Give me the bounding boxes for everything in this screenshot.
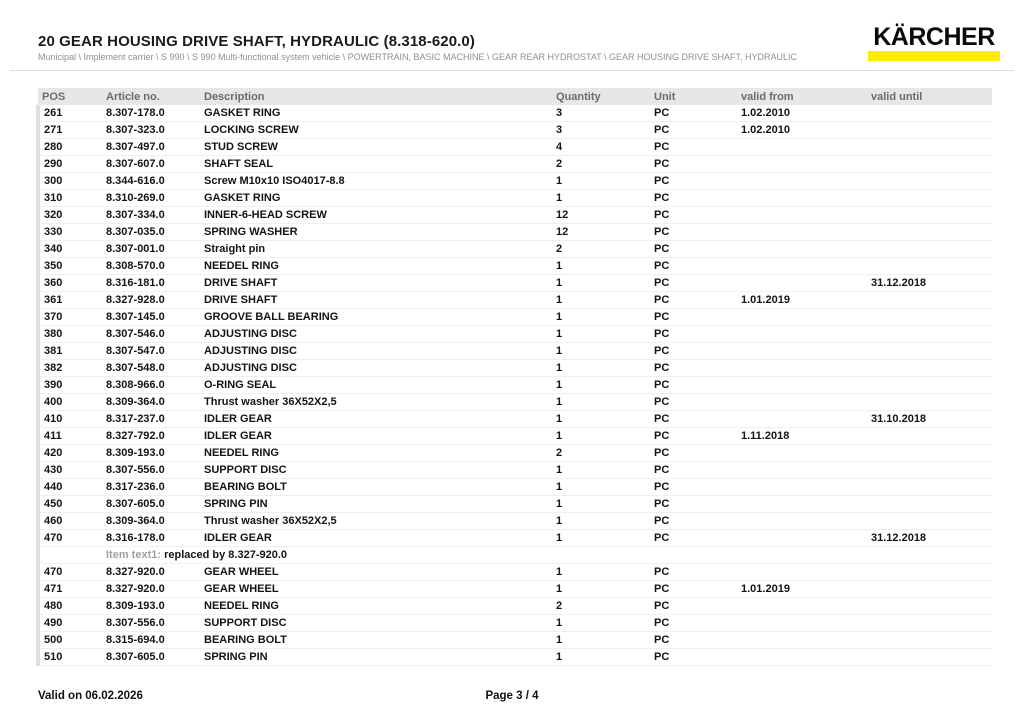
parts-table (36, 88, 992, 666)
cell-quantity: 1 (552, 309, 650, 326)
cell-valid-until (867, 173, 992, 190)
cell-pos: 360 (38, 275, 102, 292)
cell-unit: PC (650, 649, 737, 666)
cell-quantity: 1 (552, 649, 650, 666)
cell-valid-from (737, 241, 867, 258)
cell-quantity: 2 (552, 241, 650, 258)
cell-description: SUPPORT DISC (200, 615, 552, 632)
cell-article: 8.307-547.0 (102, 343, 200, 360)
cell-article: 8.309-364.0 (102, 394, 200, 411)
cell-description: GEAR WHEEL (200, 564, 552, 581)
cell-pos: 380 (38, 326, 102, 343)
cell-description: NEEDEL RING (200, 598, 552, 615)
cell-unit: PC (650, 309, 737, 326)
cell-quantity: 1 (552, 275, 650, 292)
cell-unit: PC (650, 360, 737, 377)
cell-article: 8.307-605.0 (102, 649, 200, 666)
cell-valid-from: 1.02.2010 (737, 105, 867, 122)
cell-description: GASKET RING (200, 105, 552, 122)
cell-unit: PC (650, 207, 737, 224)
cell-description: SPRING WASHER (200, 224, 552, 241)
kaercher-logo-yellow-bar (868, 51, 1000, 61)
cell-pos: 381 (38, 343, 102, 360)
cell-valid-until (867, 394, 992, 411)
table-row (38, 122, 992, 139)
cell-unit: PC (650, 564, 737, 581)
cell-pos: 420 (38, 445, 102, 462)
cell-pos: 280 (38, 139, 102, 156)
cell-article: 8.309-364.0 (102, 513, 200, 530)
cell-valid-until (867, 479, 992, 496)
cell-pos: 430 (38, 462, 102, 479)
cell-valid-until (867, 615, 992, 632)
cell-article: 8.317-237.0 (102, 411, 200, 428)
cell-description: GASKET RING (200, 190, 552, 207)
cell-valid-until (867, 326, 992, 343)
cell-description: DRIVE SHAFT (200, 292, 552, 309)
table-row (38, 224, 992, 241)
cell-article: 8.308-570.0 (102, 258, 200, 275)
cell-quantity: 1 (552, 377, 650, 394)
table-row (38, 207, 992, 224)
cell-valid-from (737, 445, 867, 462)
page-title: 20 GEAR HOUSING DRIVE SHAFT, HYDRAULIC (8.318-620.0) (38, 33, 475, 50)
cell-article: 8.315-694.0 (102, 632, 200, 649)
cell-valid-until (867, 105, 992, 122)
cell-quantity: 1 (552, 292, 650, 309)
cell-article: 8.307-556.0 (102, 615, 200, 632)
cell-pos: 460 (38, 513, 102, 530)
cell-valid-until (867, 190, 992, 207)
cell-pos: 470 (38, 530, 102, 547)
cell-quantity: 4 (552, 139, 650, 156)
column-header-quantity: Quantity (552, 88, 650, 105)
cell-valid-until (867, 513, 992, 530)
cell-description: BEARING BOLT (200, 632, 552, 649)
cell-pos: 510 (38, 649, 102, 666)
cell-valid-from (737, 173, 867, 190)
cell-valid-until (867, 258, 992, 275)
cell-quantity: 3 (552, 122, 650, 139)
cell-pos: 330 (38, 224, 102, 241)
cell-unit: PC (650, 428, 737, 445)
cell-article: 8.327-920.0 (102, 581, 200, 598)
cell-unit: PC (650, 632, 737, 649)
cell-valid-until (867, 649, 992, 666)
cell-quantity: 2 (552, 598, 650, 615)
cell-pos: 320 (38, 207, 102, 224)
cell-valid-until (867, 241, 992, 258)
cell-article: 8.316-178.0 (102, 530, 200, 547)
cell-unit: PC (650, 105, 737, 122)
cell-description: NEEDEL RING (200, 258, 552, 275)
column-header-valid-until: valid until (867, 88, 992, 105)
column-header-unit: Unit (650, 88, 737, 105)
cell-pos: 340 (38, 241, 102, 258)
cell-valid-until (867, 292, 992, 309)
cell-valid-from (737, 513, 867, 530)
table-row (38, 428, 992, 445)
cell-unit: PC (650, 156, 737, 173)
cell-unit: PC (650, 377, 737, 394)
table-row (38, 411, 992, 428)
cell-article: 8.307-546.0 (102, 326, 200, 343)
cell-quantity: 1 (552, 428, 650, 445)
table-row (38, 377, 992, 394)
cell-unit: PC (650, 292, 737, 309)
cell-item-note (102, 547, 992, 564)
cell-valid-from (737, 598, 867, 615)
cell-article: 8.307-605.0 (102, 496, 200, 513)
cell-valid-until (867, 309, 992, 326)
column-header-pos: POS (38, 88, 102, 105)
cell-description: ADJUSTING DISC (200, 360, 552, 377)
cell-valid-until (867, 632, 992, 649)
table-body (38, 105, 992, 666)
cell-pos: 480 (38, 598, 102, 615)
cell-valid-until: 31.12.2018 (867, 530, 992, 547)
table-row (38, 258, 992, 275)
cell-valid-from (737, 224, 867, 241)
cell-description: O-RING SEAL (200, 377, 552, 394)
cell-valid-from (737, 649, 867, 666)
column-header-valid-from: valid from (737, 88, 867, 105)
cell-valid-from (737, 411, 867, 428)
cell-valid-until (867, 377, 992, 394)
table-row (38, 190, 992, 207)
cell-quantity: 1 (552, 258, 650, 275)
table-row (38, 445, 992, 462)
cell-valid-from (737, 156, 867, 173)
table-row (38, 326, 992, 343)
cell-quantity: 2 (552, 445, 650, 462)
cell-valid-until (867, 445, 992, 462)
table-row (38, 479, 992, 496)
cell-pos: 400 (38, 394, 102, 411)
valid-on-date: Valid on 06.02.2026 (38, 690, 143, 702)
header-divider (10, 70, 1014, 71)
cell-pos: 471 (38, 581, 102, 598)
table-row (38, 139, 992, 156)
column-header-description: Description (200, 88, 552, 105)
cell-quantity: 1 (552, 479, 650, 496)
table-row (38, 343, 992, 360)
cell-description: SHAFT SEAL (200, 156, 552, 173)
cell-valid-from (737, 190, 867, 207)
cell-description: GROOVE BALL BEARING (200, 309, 552, 326)
cell-description: BEARING BOLT (200, 479, 552, 496)
table-row (38, 530, 992, 547)
cell-article: 8.307-001.0 (102, 241, 200, 258)
cell-description: DRIVE SHAFT (200, 275, 552, 292)
cell-quantity: 1 (552, 564, 650, 581)
cell-article: 8.307-178.0 (102, 105, 200, 122)
cell-article: 8.307-556.0 (102, 462, 200, 479)
kaercher-logo (868, 25, 1000, 61)
cell-article: 8.316-181.0 (102, 275, 200, 292)
cell-description: STUD SCREW (200, 139, 552, 156)
cell-quantity: 12 (552, 224, 650, 241)
cell-valid-until (867, 581, 992, 598)
cell-quantity: 1 (552, 513, 650, 530)
cell-pos: 411 (38, 428, 102, 445)
cell-description: Thrust washer 36X52X2,5 (200, 513, 552, 530)
cell-unit: PC (650, 122, 737, 139)
table-header-row (38, 88, 992, 105)
cell-unit: PC (650, 530, 737, 547)
cell-article: 8.307-145.0 (102, 309, 200, 326)
cell-unit: PC (650, 258, 737, 275)
cell-pos (38, 547, 102, 564)
cell-unit: PC (650, 275, 737, 292)
cell-description: GEAR WHEEL (200, 581, 552, 598)
breadcrumb: Municipal \ Implement carrier \ S 990 \ S 990 Multi-functional system vehicle \ POWERTRAIN, BASIC MACHINE \ GEAR REAR HYDROSTAT \ GEAR HOUSING DRIVE SHAFT, HYDRAULIC (38, 52, 798, 62)
cell-unit: PC (650, 241, 737, 258)
cell-pos: 350 (38, 258, 102, 275)
cell-valid-from (737, 207, 867, 224)
table-row (38, 156, 992, 173)
cell-description: Thrust washer 36X52X2,5 (200, 394, 552, 411)
table-row (38, 241, 992, 258)
cell-unit: PC (650, 394, 737, 411)
cell-article: 8.309-193.0 (102, 598, 200, 615)
kaercher-logo-text: KÄRCHER (873, 23, 995, 51)
cell-article: 8.307-323.0 (102, 122, 200, 139)
cell-valid-from (737, 377, 867, 394)
cell-valid-from: 1.01.2019 (737, 581, 867, 598)
cell-valid-until (867, 207, 992, 224)
cell-unit: PC (650, 190, 737, 207)
cell-article: 8.307-607.0 (102, 156, 200, 173)
cell-valid-from: 1.02.2010 (737, 122, 867, 139)
cell-valid-until (867, 360, 992, 377)
cell-pos: 390 (38, 377, 102, 394)
cell-description: Straight pin (200, 241, 552, 258)
cell-article: 8.327-792.0 (102, 428, 200, 445)
table-row (38, 649, 992, 666)
cell-valid-until (867, 564, 992, 581)
cell-valid-from (737, 258, 867, 275)
table-row (38, 598, 992, 615)
cell-description: Screw M10x10 ISO4017-8.8 (200, 173, 552, 190)
cell-valid-from (737, 496, 867, 513)
cell-article: 8.327-928.0 (102, 292, 200, 309)
table-row (38, 360, 992, 377)
cell-description: INNER-6-HEAD SCREW (200, 207, 552, 224)
cell-unit: PC (650, 462, 737, 479)
cell-unit: PC (650, 513, 737, 530)
cell-quantity: 1 (552, 615, 650, 632)
cell-description: IDLER GEAR (200, 411, 552, 428)
table-row (38, 275, 992, 292)
cell-pos: 290 (38, 156, 102, 173)
cell-quantity: 1 (552, 462, 650, 479)
cell-pos: 470 (38, 564, 102, 581)
cell-valid-until (867, 598, 992, 615)
cell-unit: PC (650, 581, 737, 598)
table-row (38, 309, 992, 326)
cell-unit: PC (650, 479, 737, 496)
cell-valid-from (737, 632, 867, 649)
cell-description: LOCKING SCREW (200, 122, 552, 139)
cell-pos: 410 (38, 411, 102, 428)
table-row (38, 632, 992, 649)
cell-pos: 300 (38, 173, 102, 190)
table-row (38, 462, 992, 479)
cell-valid-from (737, 530, 867, 547)
cell-description: SUPPORT DISC (200, 462, 552, 479)
table-row (38, 564, 992, 581)
cell-article: 8.308-966.0 (102, 377, 200, 394)
cell-description: NEEDEL RING (200, 445, 552, 462)
cell-valid-from (737, 615, 867, 632)
cell-description: ADJUSTING DISC (200, 326, 552, 343)
cell-pos: 440 (38, 479, 102, 496)
cell-valid-until (867, 139, 992, 156)
cell-unit: PC (650, 598, 737, 615)
table-row (38, 394, 992, 411)
cell-unit: PC (650, 615, 737, 632)
cell-article: 8.317-236.0 (102, 479, 200, 496)
cell-valid-from (737, 479, 867, 496)
cell-article: 8.309-193.0 (102, 445, 200, 462)
cell-pos: 261 (38, 105, 102, 122)
cell-quantity: 1 (552, 581, 650, 598)
cell-quantity: 1 (552, 496, 650, 513)
cell-article: 8.310-269.0 (102, 190, 200, 207)
cell-valid-from (737, 309, 867, 326)
table-row (38, 615, 992, 632)
page-number: Page 3 / 4 (485, 690, 539, 702)
cell-description: IDLER GEAR (200, 428, 552, 445)
cell-valid-until (867, 343, 992, 360)
cell-valid-from: 1.11.2018 (737, 428, 867, 445)
cell-unit: PC (650, 326, 737, 343)
cell-article: 8.327-920.0 (102, 564, 200, 581)
cell-valid-from (737, 394, 867, 411)
cell-pos: 450 (38, 496, 102, 513)
cell-quantity: 1 (552, 190, 650, 207)
cell-quantity: 3 (552, 105, 650, 122)
cell-valid-from: 1.01.2019 (737, 292, 867, 309)
cell-valid-from (737, 564, 867, 581)
cell-unit: PC (650, 139, 737, 156)
cell-quantity: 1 (552, 394, 650, 411)
table-row (38, 292, 992, 309)
cell-valid-until (867, 496, 992, 513)
cell-quantity: 1 (552, 632, 650, 649)
cell-pos: 500 (38, 632, 102, 649)
cell-valid-until (867, 428, 992, 445)
cell-valid-until (867, 122, 992, 139)
cell-quantity: 1 (552, 411, 650, 428)
cell-description: ADJUSTING DISC (200, 343, 552, 360)
cell-unit: PC (650, 224, 737, 241)
cell-pos: 310 (38, 190, 102, 207)
item-note-text: replaced by 8.327-920.0 (164, 549, 288, 561)
cell-quantity: 1 (552, 326, 650, 343)
cell-valid-until (867, 462, 992, 479)
table-row (38, 513, 992, 530)
cell-pos: 382 (38, 360, 102, 377)
cell-unit: PC (650, 445, 737, 462)
cell-article: 8.307-548.0 (102, 360, 200, 377)
cell-unit: PC (650, 343, 737, 360)
cell-valid-from (737, 139, 867, 156)
table-row (38, 173, 992, 190)
cell-quantity: 12 (552, 207, 650, 224)
cell-valid-until: 31.10.2018 (867, 411, 992, 428)
cell-article: 8.307-497.0 (102, 139, 200, 156)
cell-unit: PC (650, 496, 737, 513)
cell-valid-until: 31.12.2018 (867, 275, 992, 292)
cell-quantity: 1 (552, 360, 650, 377)
cell-description: SPRING PIN (200, 496, 552, 513)
cell-description: IDLER GEAR (200, 530, 552, 547)
cell-article: 8.307-334.0 (102, 207, 200, 224)
cell-valid-from (737, 343, 867, 360)
cell-pos: 271 (38, 122, 102, 139)
table-row (38, 581, 992, 598)
cell-unit: PC (650, 411, 737, 428)
item-note-label: Item text1: (106, 549, 162, 561)
column-header-article: Article no. (102, 88, 200, 105)
cell-quantity: 1 (552, 343, 650, 360)
cell-quantity: 1 (552, 530, 650, 547)
cell-unit: PC (650, 173, 737, 190)
cell-article: 8.307-035.0 (102, 224, 200, 241)
cell-valid-until (867, 224, 992, 241)
cell-valid-until (867, 156, 992, 173)
cell-valid-from (737, 360, 867, 377)
cell-pos: 370 (38, 309, 102, 326)
cell-description: SPRING PIN (200, 649, 552, 666)
cell-quantity: 1 (552, 173, 650, 190)
cell-valid-from (737, 326, 867, 343)
cell-valid-from (737, 462, 867, 479)
cell-pos: 361 (38, 292, 102, 309)
table-row (38, 496, 992, 513)
cell-quantity: 2 (552, 156, 650, 173)
cell-valid-from (737, 275, 867, 292)
cell-article: 8.344-616.0 (102, 173, 200, 190)
cell-pos: 490 (38, 615, 102, 632)
table-row (38, 105, 992, 122)
item-note-row (38, 547, 992, 564)
